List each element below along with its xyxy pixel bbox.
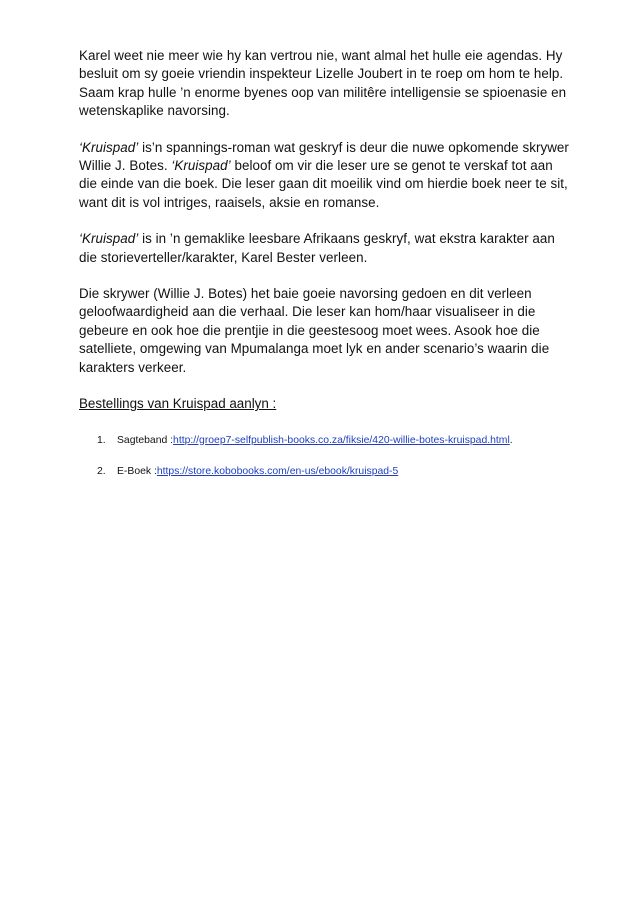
list-number: 2. [97, 465, 106, 477]
orders-list [79, 434, 569, 479]
paragraph-text: beloof om vir die leser ure se genot te verskaf tot aan die einde van die boek. Die leser gaan dit moeilik vind om hierdie boek neer te sit, want dit is vol intriges, raaisels, aksie en romanse. [79, 158, 568, 210]
order-suffix: . [509, 434, 513, 446]
paperback-link[interactable]: http://groep7-selfpublish-books.co.za/fiksie/420-willie-botes-kruispad.html [173, 434, 510, 446]
list-item [97, 434, 569, 448]
list-item [97, 465, 569, 479]
ebook-link[interactable]: https://store.kobobooks.com/en-us/ebook/kruispad-5 [156, 465, 399, 477]
paragraph-language [79, 230, 569, 267]
paragraph-text: is’n spannings-roman wat geskryf is deur die nuwe opkomende skrywer Willie J. Botes. [79, 139, 569, 174]
paragraph-plot: Karel weet nie meer wie hy kan vertrou nie, want almal het hulle eie agendas. Hy besluit om sy goeie vriendin inspekteur Lizelle Joubert in te roep om hom te help. Saam krap hulle ’n enorme byenes oop van militêre intelligensie se spioenasie en wetenskaplike navorsing. [79, 48, 567, 119]
list-number: 1. [97, 434, 106, 446]
book-title: ‘Kruispad’ [79, 139, 139, 155]
paragraph-research: Die skrywer (Willie J. Botes) het baie goeie navorsing gedoen en dit verleen geloofwaardigheid aan die verhaal. Die leser kan hom/haar visualiseer in die gebeure en ook hoe die prentjie in die geestesoog moet wees. Asook hoe die satelliete, omgewing van Mpumalanga moet lyk en ander scenario’s waarin die karakters verkeer. [79, 286, 550, 375]
paragraph-about-book [79, 139, 569, 213]
book-title: ‘Kruispad’ [171, 158, 231, 174]
order-label: Sagteband : [117, 434, 174, 446]
document-page [79, 47, 569, 496]
paragraph-text: is in ’n gemaklike leesbare Afrikaans geskryf, wat ekstra karakter aan die storieverteller/karakter, Karel Bester verleen. [79, 231, 555, 265]
book-title: ‘Kruispad’ [79, 231, 139, 247]
orders-heading: Bestellings van Kruispad aanlyn : [79, 396, 277, 412]
order-label: E-Boek : [117, 465, 157, 477]
